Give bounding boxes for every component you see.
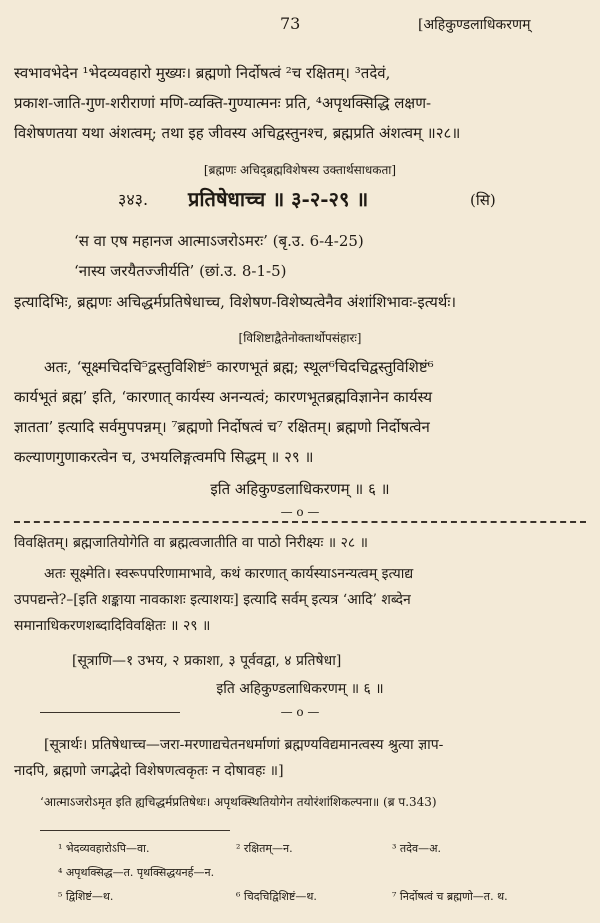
footnote-4: ⁴ अपृथक्सिद्ध—त. पृथक्सिद्धयनर्ह—न. [58, 866, 215, 879]
running-title: [अहिकुण्डलाधिकरणम् [418, 17, 531, 33]
quote-2: ‘नास्य जरयैतज्जीर्यति’ (छां.उ. 8-1-5) [74, 262, 287, 280]
footnote-5: ⁵ द्विशिष्टं—थ. [58, 890, 114, 903]
para3-line3: ज्ञातता’ इत्यादि सर्वमुपपन्नम्। ⁷ब्रह्मणो निर्दोषत्वं च⁷ रक्षितम्। ब्रह्मणो निर्दोषत्वेन [14, 418, 430, 436]
para5-line3: समानाधिकरणशब्दादिविवक्षितः ॥ २९ ॥ [14, 618, 211, 634]
sutra-number: ३४३. [118, 190, 149, 209]
quote-1: ‘स वा एष महानज आत्माऽजरोऽमरः’ (बृ.उ. 6-4-25) [74, 232, 364, 250]
sutras-list: [सूत्राणि—१ उभय, २ प्रकाशा, ३ पूर्ववद्वा, ४ प्रतिषेधा] [72, 653, 342, 669]
footnote-6: ⁶ चिदचिद्विशिष्टं—थ. [236, 890, 317, 903]
footnote-7: ⁷ निर्दोषत्वं च ब्रह्मणो—त. थ. [392, 890, 508, 903]
sutra-tag: (सि) [470, 191, 496, 209]
footnote-2: ² रक्षितम्—न. [236, 842, 293, 855]
sutra-text: प्रतिषेधाच्च ॥ ३-२-२९ ॥ [188, 187, 369, 211]
para1-line1: स्वभावभेदेन ¹भेदव्यवहारो मुख्यः। ब्रह्मणो निर्दोषत्वं ²च रक्षितम्। ³तदेवं, [14, 64, 391, 82]
sutrartha-line2: नादपि, ब्रह्मणो जगद्भेदो विशेषणत्वकृतः न दोषावहः ॥] [14, 763, 284, 779]
footnote-rule [40, 830, 230, 831]
footnote-3: ³ तदेव—अ. [392, 842, 442, 855]
subheading: [विशिष्टाद्वैतेनोक्तार्थोपसंहारः] [238, 331, 362, 345]
para1-line2: प्रकाश-जाति-गुण-शरीराणां मणि-व्यक्ति-गुण्यात्मनः प्रति, ⁴अपृथक्सिद्धि लक्षण- [14, 94, 432, 112]
divider-mark-2: — o — [280, 705, 320, 719]
section-heading: [ब्रह्मणः अचिद्ब्रह्मविशेषस्य उक्तार्थसाधकता] [203, 163, 397, 177]
divider-mark: — o — [280, 505, 320, 519]
sutrartha-line1: [सूत्रार्थः। प्रतिषेधाच्च—जरा-मरणाद्यचेतनधर्माणां ब्रह्मण्यविद्यमानत्वस्य श्रुत्या ज्ञाप- [44, 737, 444, 753]
para5-line1: अतः सूक्ष्मेति। स्वरूपपरिणामाभावे, कथं कारणात् कार्यस्याऽनन्यत्वम् इत्याद्य [44, 566, 414, 582]
closing-2: इति अहिकुण्डलाधिकरणम् ॥ ६ ॥ [216, 681, 384, 697]
closing-1: इति अहिकुण्डलाधिकरणम् ॥ ६ ॥ [210, 480, 390, 498]
note: ‘आत्माऽजरोऽमृत इति ह्यचिद्धर्मप्रतिषेधः। अपृथक्स्थितियोगेन तयोरंशांशिकल्पना॥ (ब्र प.343) [40, 795, 437, 809]
para5-line2: उपपद्यन्ते?–[इति शङ्काया नावकाशः इत्याशयः] इत्यादि सर्वम् इत्यत्र ‘आदि’ शब्देन [14, 592, 411, 608]
para4: विवक्षितम्। ब्रह्मजातियोगेति वा ब्रह्मत्वजातीति वा पाठो निरीक्ष्यः ॥ २८ ॥ [14, 535, 368, 551]
para3-line1: अतः, ‘सूक्ष्मचिदचि⁵द्वस्तुविशिष्टं⁵ कारणभूतं ब्रह्म; स्थूल⁶चिदचिद्वस्तुविशिष्टं⁶ [44, 358, 434, 376]
footnote-1: ¹ भेदव्यवहारोऽपि—वा. [58, 842, 150, 855]
page-number: 73 [280, 14, 301, 33]
para1-line3: विशेषणतया यथा अंशत्वम्; तथा इह जीवस्य अचिद्वस्तुनश्च, ब्रह्मप्रति अंशत्वम् ॥२८॥ [14, 124, 461, 142]
para2: इत्यादिभिः, ब्रह्मणः अचिद्धर्मप्रतिषेधाच्च, विशेषण-विशेष्यत्वेनैव अंशांशिभावः-इत्यर्थः। [14, 293, 457, 311]
dashed-divider [14, 521, 586, 523]
para3-line2: कार्यभूतं ब्रह्म’ इति, ‘कारणात् कार्यस्य अनन्यत्वं; कारणभूतब्रह्मविज्ञानेन कार्यस्य [14, 388, 433, 406]
para3-line4: कल्याणगुणाकरत्वेन च, उभयलिङ्गत्वमपि सिद्धम् ॥ २९ ॥ [14, 448, 314, 466]
